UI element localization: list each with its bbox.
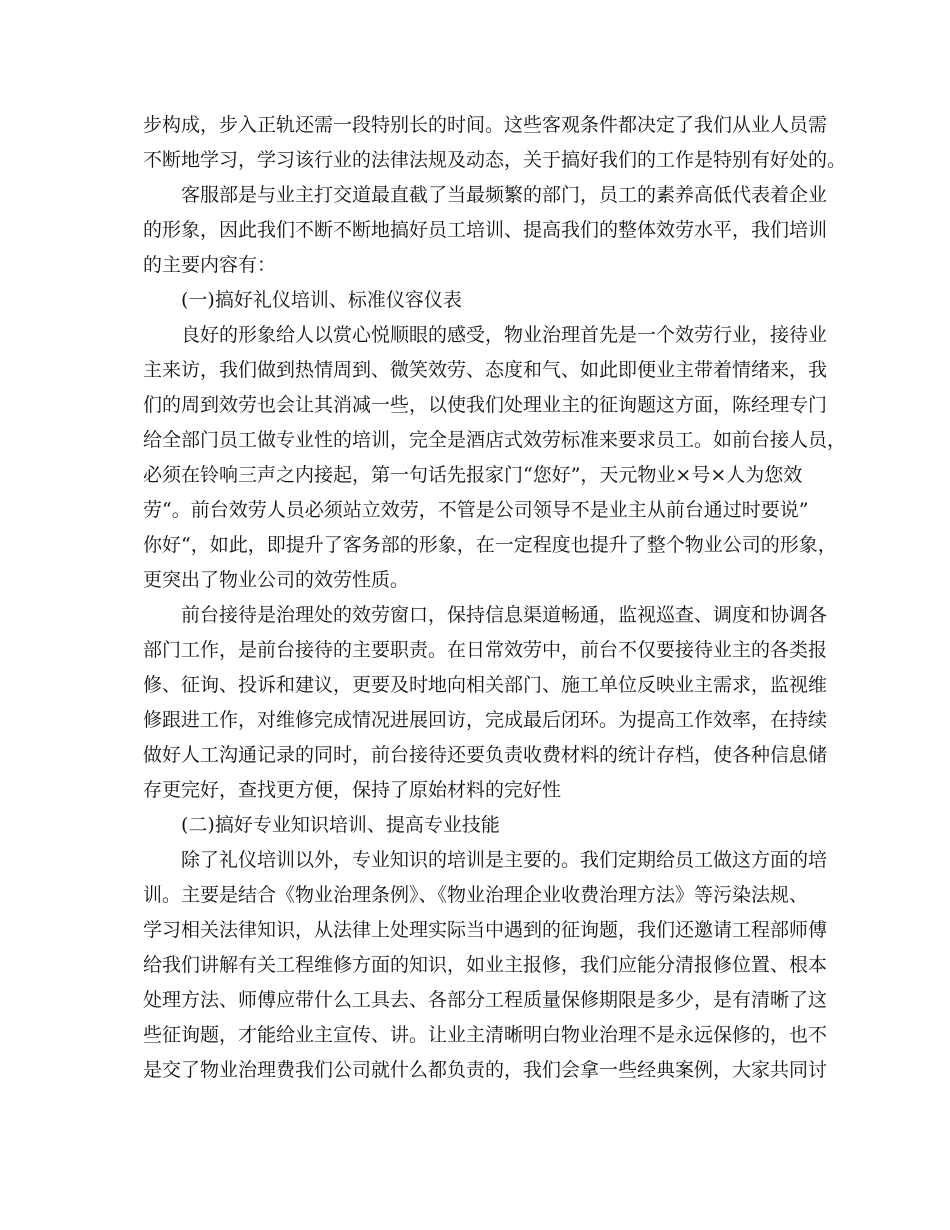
text-line: 前台接待是治理处的效劳窗口，保持信息渠道畅通，监视巡查、调度和协调各 xyxy=(181,604,828,626)
text-line: 给全部门员工做专业性的培训，完全是酒店式效劳标准来要求员工。如前台接人员， xyxy=(143,429,847,451)
text-line: 必须在铃响三声之内接起，第一句话先报家门“您好”，天元物业×号×人为您效 xyxy=(143,464,803,486)
text-line: 们的周到效劳也会让其消减一些，以使我们处理业主的征询题这方面，陈经理专门 xyxy=(143,394,828,416)
paragraph xyxy=(143,843,828,1088)
text-line: 步构成，步入正轨还需一段特别长的时间。这些客观条件都决定了我们从业人员需 xyxy=(143,114,828,136)
text-line: 劳“。前台效劳人员必须站立效劳，不管是公司领导不是业主从前台通过时要说” xyxy=(143,499,809,521)
text-line: 些征询题，才能给业主宣传、讲。让业主清晰明白物业治理不是永远保修的，也不 xyxy=(143,1024,828,1046)
text-line: 是交了物业治理费我们公司就什么都负责的，我们会拿一些经典案例，大家共同讨 xyxy=(143,1059,828,1081)
text-line: (一)搞好礼仪培训、标准仪容仪表 xyxy=(181,289,462,311)
paragraph xyxy=(143,598,828,808)
paragraph xyxy=(143,178,828,283)
text-line: 的主要内容有： xyxy=(143,254,277,276)
paragraph xyxy=(143,108,847,178)
paragraph xyxy=(143,318,847,598)
text-line: 训。主要是结合《物业治理条例》、《物业治理企业收费治理方法》等污染法规、 xyxy=(143,884,809,906)
text-line: 除了礼仪培训以外，专业知识的培训是主要的。我们定期给员工做这方面的培 xyxy=(181,849,828,871)
text-line: 处理方法、师傅应带什么工具去、各部分工程质量保修期限是多少，是有清晰了这 xyxy=(143,989,828,1011)
text-line: 客服部是与业主打交道最直截了当最频繁的部门，员工的素养高低代表着企业 xyxy=(181,184,828,206)
paragraph xyxy=(143,808,823,843)
paragraph xyxy=(143,283,823,318)
text-line: 部门工作，是前台接待的主要职责。在日常效劳中，前台不仅要接待业主的各类报 xyxy=(143,639,828,661)
document-page xyxy=(143,108,847,1088)
text-line: 更突出了物业公司的效劳性质。 xyxy=(143,569,410,591)
text-line: 良好的形象给人以赏心悦顺眼的感受，物业治理首先是一个效劳行业，接待业 xyxy=(181,324,828,346)
text-line: 学习相关法律知识，从法律上处理实际当中遇到的征询题，我们还邀请工程部师傅 xyxy=(143,919,828,941)
text-line: (二)搞好专业知识培训、提高专业技能 xyxy=(181,814,500,836)
text-line: 修跟进工作，对维修完成情况进展回访，完成最后闭环。为提高工作效率，在持续 xyxy=(143,709,828,731)
text-line: 存更完好，查找更方便，保持了原始材料的完好性 xyxy=(143,779,562,801)
text-line: 的形象，因此我们不断不断地搞好员工培训、提高我们的整体效劳水平，我们培训 xyxy=(143,219,828,241)
text-line: 给我们讲解有关工程维修方面的知识，如业主报修，我们应能分清报修位置、根本 xyxy=(143,954,828,976)
text-line: 修、征询、投诉和建议，更要及时地向相关部门、施工单位反映业主需求，监视维 xyxy=(143,674,828,696)
text-line: 主来访，我们做到热情周到、微笑效劳、态度和气、如此即便业主带着情绪来，我 xyxy=(143,359,828,381)
text-line: 你好“，如此，即提升了客务部的形象，在一定程度也提升了整个物业公司的形象， xyxy=(143,534,837,556)
text-line: 做好人工沟通记录的同时，前台接待还要负责收费材料的统计存档，使各种信息储 xyxy=(143,744,828,766)
text-line: 不断地学习，学习该行业的法律法规及动态，关于搞好我们的工作是特别有好处的。 xyxy=(143,149,847,171)
